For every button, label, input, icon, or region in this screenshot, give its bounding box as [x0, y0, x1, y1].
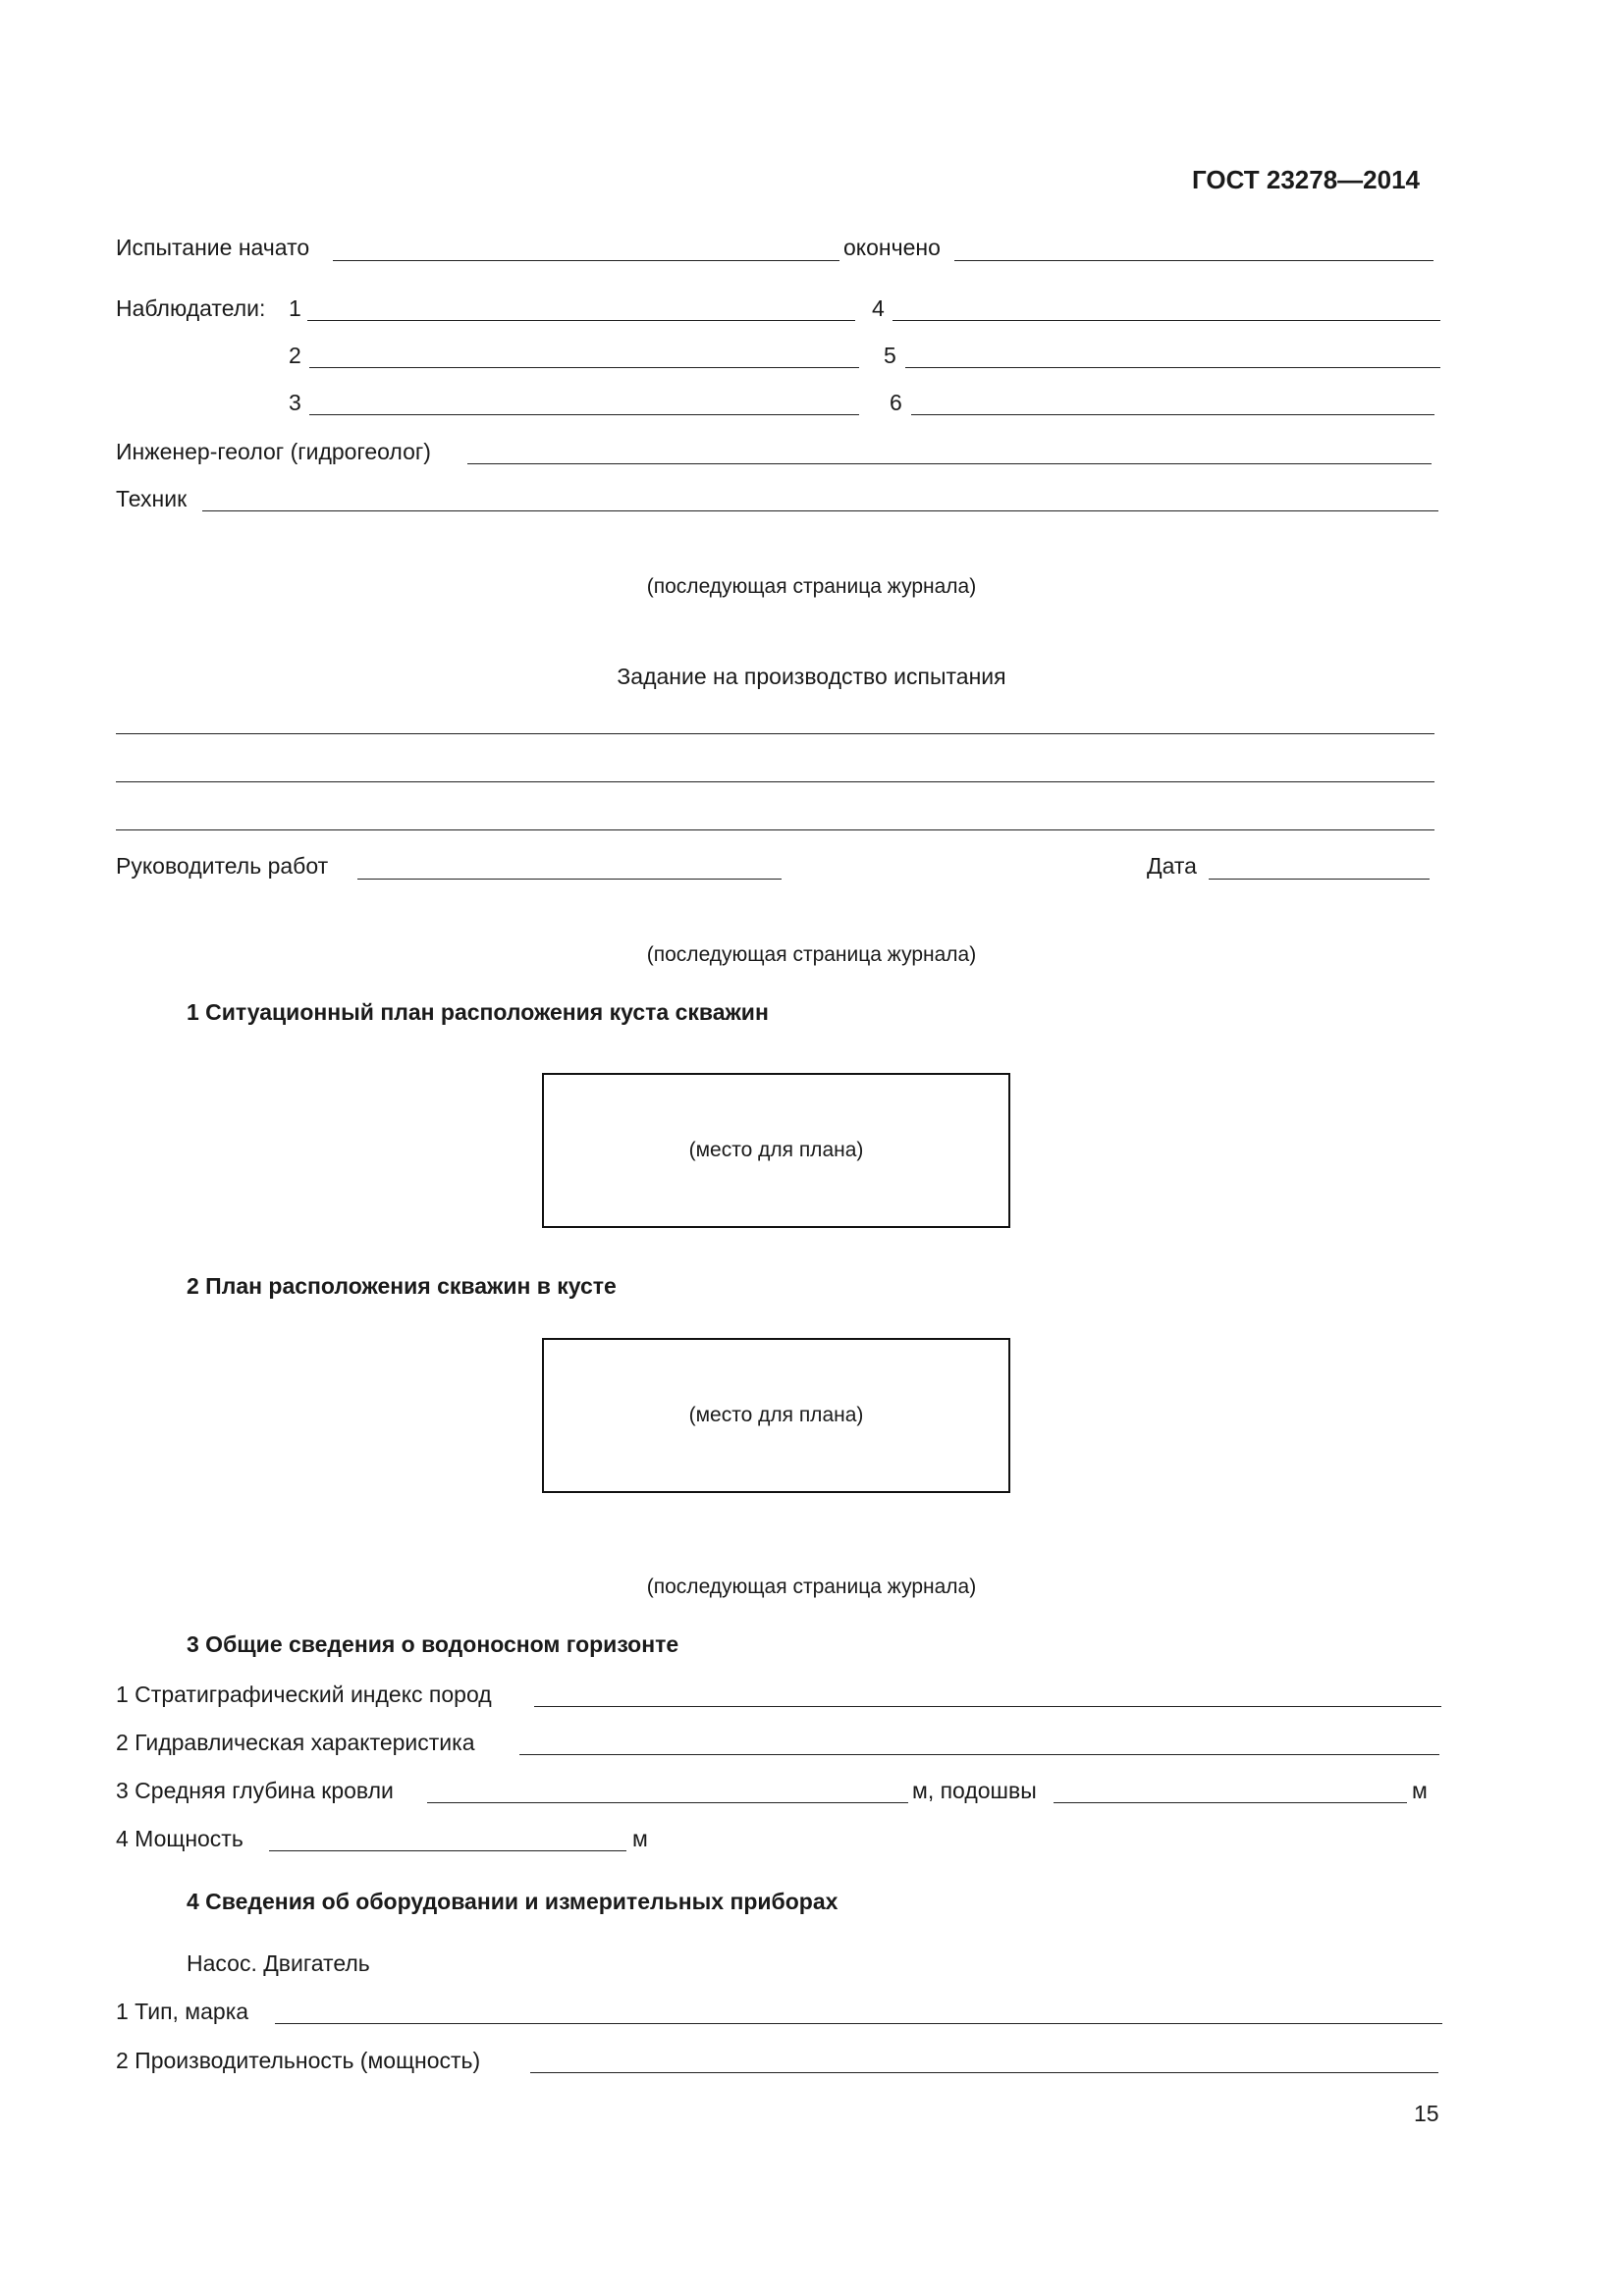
hydraulic-characteristic-field[interactable] — [519, 1754, 1439, 1755]
section-4-title: 4 Сведения об оборудовании и измерительных приборах — [187, 1889, 839, 1914]
date-field[interactable] — [1209, 879, 1430, 880]
hydraulic-characteristic-label: 2 Гидравлическая характеристика — [116, 1730, 475, 1755]
pump-engine-subtitle: Насос. Двигатель — [187, 1950, 370, 1976]
observer-field-6[interactable] — [911, 414, 1434, 415]
productivity-label: 2 Производительность (мощность) — [116, 2048, 481, 2073]
observers-label: Наблюдатели: — [116, 295, 266, 321]
test-started-field[interactable] — [333, 260, 839, 261]
manager-field[interactable] — [357, 879, 782, 880]
observer-field-1[interactable] — [307, 320, 855, 321]
thickness-field[interactable] — [269, 1850, 626, 1851]
section-3-title: 3 Общие сведения о водоносном горизонте — [187, 1631, 679, 1657]
type-brand-field[interactable] — [275, 2023, 1442, 2024]
roof-depth-field[interactable] — [427, 1802, 908, 1803]
section-1-title: 1 Ситуационный план расположения куста скважин — [187, 999, 769, 1025]
test-finished-label: окончено — [843, 235, 941, 260]
observer-field-5[interactable] — [905, 367, 1440, 368]
date-label: Дата — [1147, 853, 1197, 879]
thickness-label: 4 Мощность — [116, 1826, 243, 1851]
type-brand-label: 1 Тип, марка — [116, 1999, 249, 2024]
task-line-3[interactable] — [116, 829, 1434, 830]
task-line-1[interactable] — [116, 733, 1434, 734]
technician-label: Техник — [116, 486, 188, 511]
observer-number-3: 3 — [289, 390, 301, 415]
test-finished-field[interactable] — [954, 260, 1434, 261]
sole-depth-field[interactable] — [1054, 1802, 1407, 1803]
engineer-label: Инженер-геолог (гидрогеолог) — [116, 439, 431, 464]
roof-depth-label: 3 Средняя глубина кровли — [116, 1778, 394, 1803]
site-plan-placeholder — [542, 1073, 1010, 1228]
technician-field[interactable] — [202, 510, 1438, 511]
section-2-title: 2 План расположения скважин в кусте — [187, 1273, 617, 1299]
observer-number-1: 1 — [289, 295, 301, 321]
observer-number-2: 2 — [289, 343, 301, 368]
task-line-2[interactable] — [116, 781, 1434, 782]
observer-field-4[interactable] — [893, 320, 1440, 321]
engineer-field[interactable] — [467, 463, 1432, 464]
productivity-field[interactable] — [530, 2072, 1438, 2073]
observer-number-6: 6 — [890, 390, 902, 415]
sole-depth-unit: м — [1412, 1778, 1428, 1803]
stratigraphic-index-field[interactable] — [534, 1706, 1441, 1707]
page-number: 15 — [1414, 2101, 1439, 2126]
next-page-note: (последующая страница журнала) — [646, 943, 977, 966]
task-title: Задание на производство испытания — [617, 664, 1006, 689]
observer-number-5: 5 — [884, 343, 896, 368]
stratigraphic-index-label: 1 Стратиграфический индекс пород — [116, 1682, 492, 1707]
observer-number-4: 4 — [872, 295, 885, 321]
placeholder-text: (место для плана) — [688, 1404, 864, 1426]
next-page-note: (последующая страница журнала) — [646, 575, 977, 598]
document-number: ГОСТ 23278—2014 — [1192, 165, 1420, 194]
well-layout-placeholder — [542, 1338, 1010, 1493]
observer-field-3[interactable] — [309, 414, 859, 415]
placeholder-text: (место для плана) — [688, 1139, 864, 1161]
test-started-label: Испытание начато — [116, 235, 310, 260]
sole-depth-label: м, подошвы — [912, 1778, 1037, 1803]
manager-label: Руководитель работ — [116, 853, 329, 879]
thickness-unit: м — [632, 1826, 648, 1851]
observer-field-2[interactable] — [309, 367, 859, 368]
next-page-note: (последующая страница журнала) — [646, 1575, 977, 1598]
